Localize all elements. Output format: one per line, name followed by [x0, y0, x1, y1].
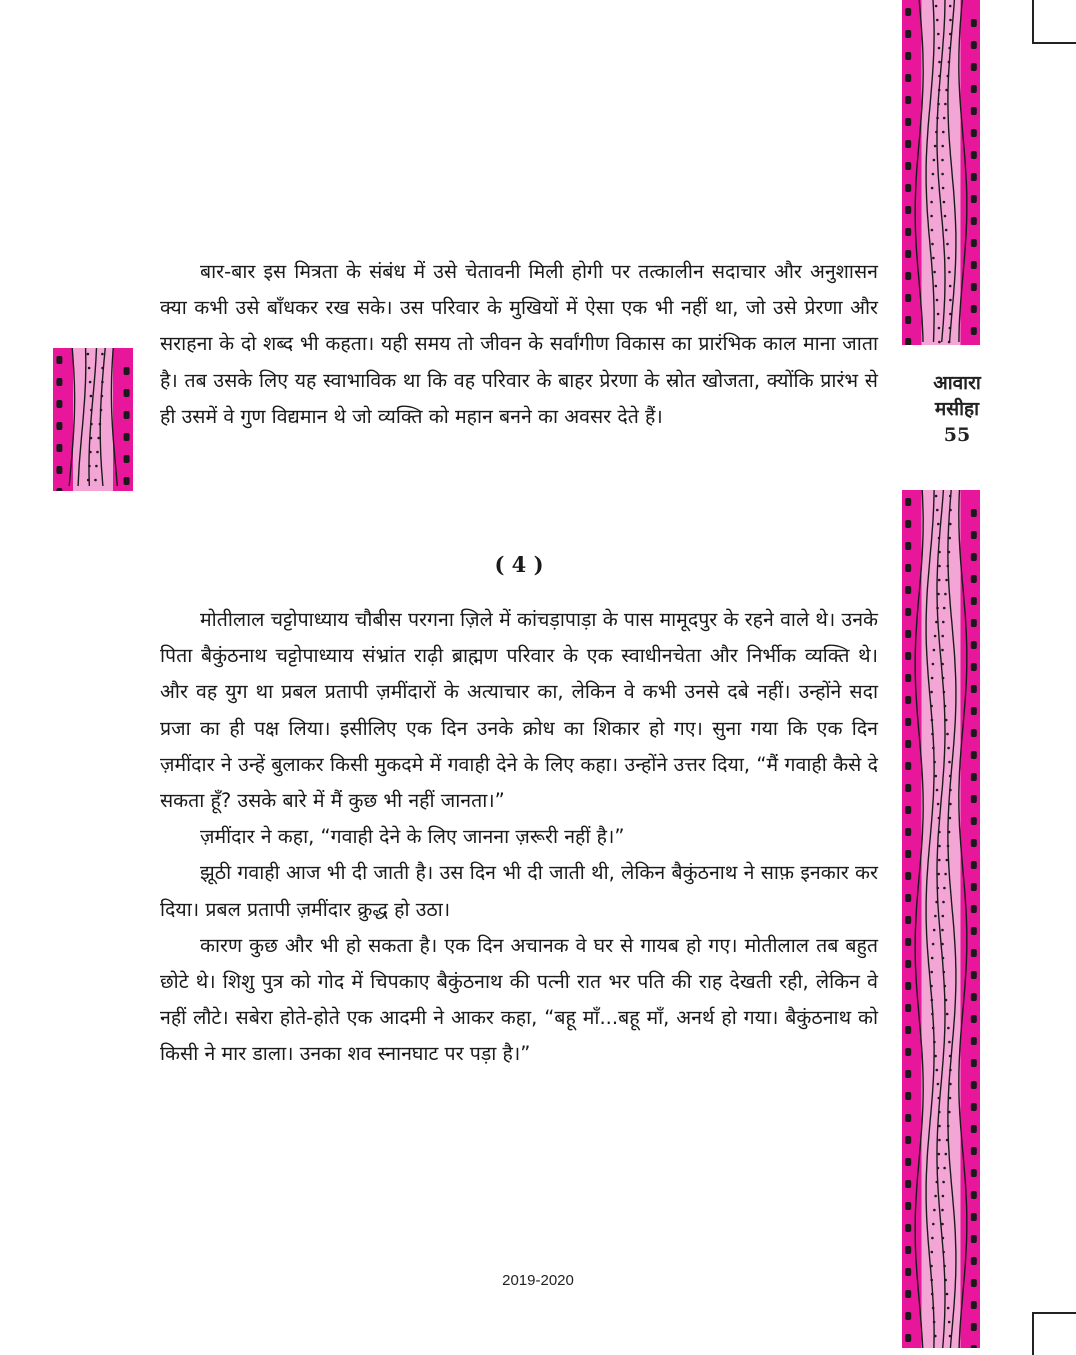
crop-mark-bottom-horizontal	[1032, 1312, 1076, 1314]
top-text-block	[160, 254, 878, 435]
crop-mark-top-horizontal	[1032, 42, 1076, 44]
crop-mark-top-vertical	[1032, 0, 1034, 44]
main-text-block	[160, 602, 878, 1073]
paragraph: मोतीलाल चट्टोपाध्याय चौबीस परगना ज़िले में कांचड़ापाड़ा के पास मामूदपुर के रहने वाले थे। उनके पिता बैकुंठनाथ चट्टोपाध्याय संभ्रांत राढ़ी ब्राह्मण परिवार के एक स्वाधीनचेता और निर्भीक व्यक्ति थे। और वह युग था प्रबल प्रतापी ज़मींदारों के अत्याचार का, लेकिन वे कभी उनसे दबे नहीं। उन्होंने सदा प्रजा का ही पक्ष लिया। इसीलिए एक दिन उनके क्रोध का शिकार हो गए। सुना गया कि एक दिन ज़मींदार ने उन्हें बुलाकर किसी मुकदमे में गवाही देने के लिए कहा। उन्होंने उत्तर दिया, “मैं गवाही कैसे दे सकता हूँ? उसके बारे में मैं कुछ भी नहीं जानता।”	[160, 608, 878, 813]
paragraph: कारण कुछ और भी हो सकता है। एक दिन अचानक वे घर से गायब हो गए। मोतीलाल तब बहुत छोटे थे। शिशु पुत्र को गोद में चिपकाए बैकुंठनाथ की पत्नी रात भर पति की राह देखती रही, लेकिन वे नहीं लौटे। सबेरा होते-होते एक आदमी ने आकर कहा, “बहू माँ...बहू माँ, अनर्थ हो गया। बैकुंठनाथ को किसी ने मार डाला। उनका शव स्नानघाट पर पड़ा है।”	[160, 933, 878, 1066]
strip-pattern	[902, 0, 980, 345]
decorative-strip-bottom-right	[902, 490, 980, 1348]
paragraph: झूठी गवाही आज भी दी जाती है। उस दिन भी दी जाती थी, लेकिन बैकुंठनाथ ने साफ़ इनकार कर दिया। प्रबल प्रतापी ज़मींदार क्रुद्ध हो उठा।	[160, 861, 878, 921]
page-number: 55	[943, 424, 971, 446]
strip-pattern	[902, 490, 980, 1348]
strip-pattern	[53, 348, 133, 491]
footer-year: 2019-2020	[502, 1272, 574, 1289]
paragraph: बार-बार इस मित्रता के संबंध में उसे चेतावनी मिली होगी पर तत्कालीन सदाचार और अनुशासन क्या कभी उसे बाँधकर रख सके। उस परिवार के मुखियों में ऐसा एक भी नहीं था, जो उसे प्रेरणा और सराहना के दो शब्द भी कहता। यही समय तो जीवन के सर्वांगीण विकास का प्रारंभिक काल माना जाता है। तब उसके लिए यह स्वाभाविक था कि वह परिवार के बाहर प्रेरणा के स्रोत खोजता, क्योंकि प्रारंभ से ही उसमें वे गुण विद्यमान थे जो व्यक्ति को महान बनने का अवसर देते हैं।	[160, 260, 878, 428]
side-label	[912, 370, 1002, 448]
section-heading: ( 4 )	[494, 552, 544, 577]
decorative-strip-top-right	[902, 0, 980, 345]
book-title: आवारा	[933, 372, 981, 394]
crop-mark-bottom-vertical	[1032, 1312, 1034, 1355]
decorative-strip-left	[53, 348, 133, 491]
paragraph: ज़मींदार ने कहा, “गवाही देने के लिए जानना ज़रूरी नहीं है।”	[200, 825, 625, 849]
book-subtitle: मसीहा	[934, 398, 980, 420]
